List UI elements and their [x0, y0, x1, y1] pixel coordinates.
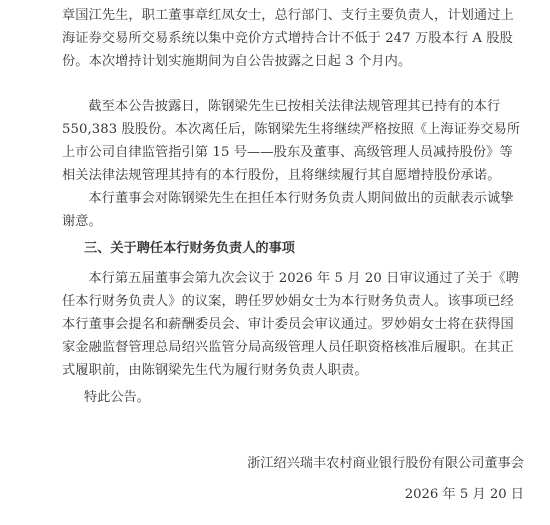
- paragraph-appointment: 本行第五届董事会第九次会议于 2026 年 5 月 20 日审议通过了关于《聘任本行财务负责人》的议案，聘任罗妙娟女士为本行财务负责人。该事项已经本行董事会提名和薪酬委员会、审计委员会审议通过。罗妙娟女士将在获得国家金融监督管理总局绍兴监管分局高级管理人员任职资格核准后履职。在其正式履职前，由陈钢梁先生代为履行财务负责人职责。: [62, 271, 520, 378]
- paragraph-shares-held: 截至本公告披露日，陈钢梁先生已按相关法律法规管理其已持有的本行 550,383 股股份。本次离任后，陈钢梁先生将继续严格按照《上海证券交易所上市公司自律监管指引第 15 号——股东及董事、高级管理人员减持股份》等相关法律法规管理其持有的本行股份，且将继续履行其自愿增持股份承诺。: [62, 99, 521, 183]
- section-heading: 三、关于聘任本行财务负责人的事项: [84, 241, 295, 256]
- signature-date: 2026 年 5 月 20 日: [404, 487, 524, 502]
- signature-board: 浙江绍兴瑞丰农村商业银行股份有限公司董事会: [247, 456, 524, 471]
- paragraph-board-thanks: 本行董事会对陈钢梁先生在担任本行财务负责人期间做出的贡献表示诚挚谢意。: [62, 191, 514, 229]
- closing-statement: 特此公告。: [84, 390, 150, 405]
- paragraph-shareholding-plan: 章国江先生，职工董事章红凤女士，总行部门、支行主要负责人，计划通过上海证券交易所交易系统以集中竞价方式增持合计不低于 247 万股本行 A 股股份。本次增持计划实施期间为自公告披露之日起 3 个月内。: [62, 8, 514, 69]
